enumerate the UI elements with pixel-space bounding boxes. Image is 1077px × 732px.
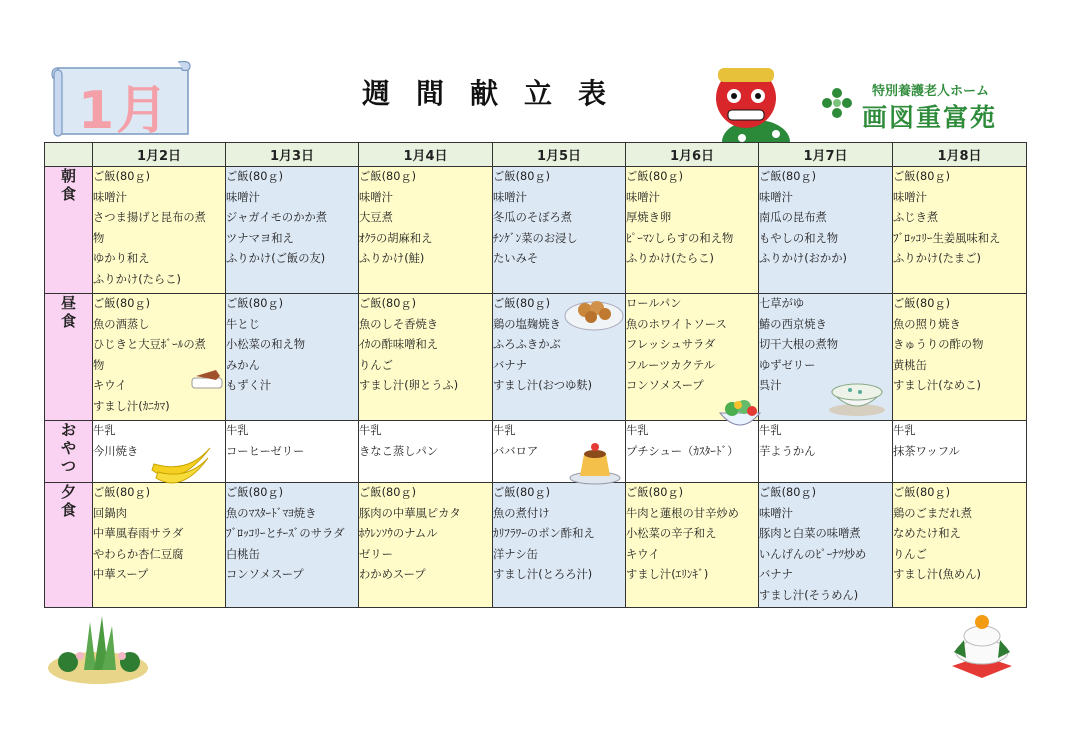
- menu-item: ご飯(80ｇ): [626, 486, 684, 499]
- menu-item: ご飯(80ｇ): [626, 170, 684, 183]
- menu-item: ｵｸﾗの胡麻和え: [359, 231, 433, 245]
- meal-label: [45, 294, 93, 421]
- grilled-fish-icon: [190, 362, 224, 392]
- menu-item: 七草がゆ: [759, 297, 805, 310]
- menu-item: コンソメスープ: [226, 568, 304, 581]
- menu-item: きなこ蒸しパン: [359, 444, 439, 458]
- menu-cell: [359, 483, 493, 608]
- menu-cell: [493, 483, 626, 608]
- menu-item: ふじき煮: [893, 211, 939, 224]
- menu-item: やわらか杏仁豆腐: [93, 547, 184, 561]
- menu-item: 味噌汁: [626, 190, 660, 204]
- menu-item: 魚のしそ香焼き: [359, 317, 439, 331]
- menu-item: 切干大根の煮物: [759, 338, 839, 351]
- meal-row: [45, 167, 1027, 294]
- menu-cell: [626, 167, 759, 294]
- menu-item: 中華スープ: [93, 568, 149, 581]
- menu-item: ジャガイモのかか煮: [226, 211, 328, 224]
- menu-item: ふりかけ(鮭): [359, 252, 425, 265]
- header-corner: [45, 143, 93, 167]
- menu-cell: [93, 167, 226, 294]
- menu-item: ふりかけ(たらこ): [626, 252, 714, 265]
- meal-row: [45, 483, 1027, 608]
- menu-cell: [893, 421, 1027, 483]
- menu-item: 鶏の塩麹焼き: [493, 317, 561, 331]
- menu-item: 味噌汁: [359, 190, 393, 204]
- menu-item: 大豆煮: [359, 211, 393, 224]
- menu-item: 牛乳: [226, 424, 249, 437]
- menu-item: ﾋﾟｰﾏﾝしらすの和え物: [626, 231, 734, 245]
- menu-item: 味噌汁: [759, 190, 793, 204]
- menu-item: ふりかけ(たまご): [893, 252, 981, 265]
- menu-item: 黄桃缶: [893, 358, 927, 372]
- menu-item: 味噌汁: [893, 190, 927, 204]
- menu-item: 中華風春雨サラダ: [93, 527, 184, 540]
- meal-label-text: おやつ: [60, 421, 76, 475]
- date-header: 1月5日: [493, 143, 626, 167]
- menu-item: フレッシュサラダ: [626, 338, 716, 351]
- date-header: 1月3日: [226, 143, 359, 167]
- menu-item: プチシュー（ｶｽﾀｰﾄﾞ）: [626, 444, 739, 458]
- menu-item: 牛乳: [93, 424, 116, 437]
- menu-cell: [93, 294, 226, 421]
- menu-item: 牛肉と蓮根の甘辛炒め: [626, 506, 739, 520]
- menu-item: ﾌﾞﾛｯｺﾘｰとﾁｰｽﾞのサラダ: [226, 527, 345, 540]
- menu-cell: [226, 294, 359, 421]
- menu-item: ふりかけ(ご飯の友): [226, 252, 326, 265]
- banana-icon: [148, 440, 214, 488]
- menu-cell: [493, 167, 626, 294]
- menu-item: いんげんのﾋﾟｰﾅﾂ炒め: [759, 547, 867, 561]
- menu-item: わかめスープ: [359, 568, 426, 581]
- menu-item: 南瓜の昆布煮: [759, 211, 827, 224]
- date-header: 1月4日: [359, 143, 493, 167]
- menu-item: ふろふきかぶ: [493, 338, 561, 351]
- menu-item: コーヒーゼリー: [226, 444, 305, 458]
- menu-item: ふりかけ(おかか): [759, 252, 847, 265]
- menu-item: なめたけ和え: [893, 527, 961, 540]
- menu-item: すまし汁(おつゆ麩): [493, 379, 593, 392]
- meal-label: [45, 483, 93, 608]
- meal-label-text: 夕食: [60, 483, 76, 519]
- menu-item: 魚の照り焼き: [893, 317, 961, 331]
- facility-subtitle: 特別養護老人ホーム: [872, 84, 990, 99]
- menu-item: すまし汁(ｴﾘﾝｷﾞ): [626, 568, 709, 581]
- menu-item: ロールパン: [626, 297, 682, 310]
- menu-item: ご飯(80ｇ): [93, 170, 151, 183]
- menu-item: ご飯(80ｇ): [493, 297, 551, 310]
- menu-item: ご飯(80ｇ): [893, 486, 951, 499]
- menu-item: ご飯(80ｇ): [359, 297, 417, 310]
- pudding-icon: [568, 440, 622, 486]
- menu-item: 小松菜の辛子和え: [626, 527, 717, 540]
- menu-item: 回鍋肉: [93, 506, 127, 520]
- date-header-row: [45, 143, 1027, 167]
- menu-item: ご飯(80ｇ): [893, 297, 951, 310]
- menu-item: フルーツカクテル: [626, 358, 715, 372]
- menu-item: 魚のﾏｽﾀｰﾄﾞﾏﾖ焼き: [226, 506, 317, 520]
- menu-item: 物: [93, 358, 105, 372]
- date-header: 1月8日: [893, 143, 1027, 167]
- menu-item: 牛乳: [493, 424, 516, 437]
- menu-item: きゅうりの酢の物: [893, 338, 984, 351]
- menu-item: 小松菜の和え物: [226, 338, 306, 351]
- menu-item: さつま揚げと昆布の煮: [93, 211, 206, 224]
- meal-label: [45, 421, 93, 483]
- menu-item: 味噌汁: [226, 190, 260, 204]
- menu-item: ゆずゼリー: [759, 358, 816, 372]
- menu-item: 呉汁: [759, 379, 782, 392]
- menu-item: キウイ: [626, 547, 660, 561]
- page-title: 週間献立表: [362, 77, 633, 110]
- menu-item: ご飯(80ｇ): [226, 486, 284, 499]
- menu-item: ご飯(80ｇ): [359, 486, 417, 499]
- menu-item: ふりかけ(たらこ): [93, 272, 181, 286]
- meal-label: [45, 167, 93, 294]
- menu-item: 豚肉と白菜の味噌煮: [759, 527, 861, 540]
- menu-cell: [359, 421, 493, 483]
- menu-item: ご飯(80ｇ): [759, 486, 817, 499]
- menu-item: すまし汁(魚めん): [893, 568, 981, 581]
- menu-cell: [226, 167, 359, 294]
- menu-item: バナナ: [493, 358, 527, 372]
- menu-cell: [759, 421, 893, 483]
- karaage-plate-icon: [563, 290, 625, 332]
- salad-bowl-icon: [716, 393, 764, 433]
- menu-cell: [893, 483, 1027, 608]
- menu-item: ご飯(80ｇ): [493, 170, 551, 183]
- menu-cell: [626, 483, 759, 608]
- menu-item: 味噌汁: [759, 506, 793, 520]
- menu-cell: [893, 294, 1027, 421]
- menu-item: すまし汁(卵とうふ): [359, 379, 459, 392]
- menu-cell: [359, 294, 493, 421]
- porridge-bowl-icon: [826, 370, 888, 418]
- menu-item: ご飯(80ｇ): [226, 170, 284, 183]
- menu-cell: [359, 167, 493, 294]
- menu-item: 魚の煮付け: [493, 506, 550, 520]
- menu-item: ひじきと大豆ﾎﾞｰﾙの煮: [93, 338, 206, 351]
- menu-item: ツナマヨ和え: [226, 231, 294, 245]
- menu-item: すまし汁(とろろ汁): [493, 568, 593, 581]
- menu-item: 牛乳: [893, 424, 916, 437]
- menu-cell: [759, 483, 893, 608]
- menu-item: たいみそ: [493, 252, 539, 265]
- menu-item: 鶏のごまだれ煮: [893, 506, 973, 520]
- menu-item: ご飯(80ｇ): [226, 297, 284, 310]
- menu-cell: [226, 483, 359, 608]
- menu-item: 白桃缶: [226, 547, 260, 561]
- menu-item: 鰆の西京焼き: [759, 317, 827, 331]
- menu-item: ゆかり和え: [93, 252, 150, 265]
- date-header: 1月7日: [759, 143, 893, 167]
- kadomatsu-decoration: [44, 612, 152, 686]
- date-header: 1月2日: [93, 143, 226, 167]
- menu-item: ﾁﾝｹﾞﾝ菜のお浸し: [493, 231, 578, 245]
- menu-item: 牛乳: [359, 424, 382, 437]
- menu-cell: [759, 167, 893, 294]
- menu-item: みかん: [226, 358, 260, 372]
- menu-cell: [93, 483, 226, 608]
- menu-item: 牛乳: [626, 424, 649, 437]
- facility-name: 画図重富苑: [862, 103, 998, 132]
- menu-item: 物: [93, 231, 105, 245]
- kagami-mochi-decoration: [946, 604, 1018, 680]
- menu-item: ﾎｳﾚﾝｿｳのナムル: [359, 527, 438, 540]
- menu-item: 魚のホワイトソース: [626, 317, 727, 331]
- menu-item: ご飯(80ｇ): [493, 486, 551, 499]
- menu-item: すまし汁(なめこ): [893, 379, 981, 392]
- menu-item: ゼリー: [359, 547, 393, 561]
- menu-item: ババロア: [493, 444, 539, 458]
- facility-logo-icon: [818, 84, 856, 122]
- menu-cell: [893, 167, 1027, 294]
- menu-item: 豚肉の中華風ピカタ: [359, 506, 461, 520]
- menu-item: キウイ: [93, 379, 127, 392]
- menu-item: ご飯(80ｇ): [893, 170, 951, 183]
- menu-item: ご飯(80ｇ): [359, 170, 417, 183]
- menu-item: 味噌汁: [493, 190, 527, 204]
- menu-item: 洋ナシ缶: [493, 547, 538, 561]
- meal-label-text: 朝食: [60, 167, 76, 203]
- menu-item: ご飯(80ｇ): [759, 170, 817, 183]
- menu-item: もずく汁: [226, 379, 272, 392]
- month-label: 1月: [78, 81, 171, 141]
- menu-item: りんご: [893, 547, 927, 561]
- menu-item: ご飯(80ｇ): [93, 486, 151, 499]
- menu-item: 味噌汁: [93, 190, 127, 204]
- menu-item: すまし汁(そうめん): [759, 588, 859, 602]
- menu-item: ﾌﾞﾛｯｺﾘｰ生姜風味和え: [893, 231, 1001, 245]
- menu-item: ｶﾘﾌﾗﾜｰのポン酢和え: [493, 527, 595, 540]
- menu-item: すまし汁(ｶﾆｶﾏ): [93, 399, 170, 413]
- menu-item: 厚焼き卵: [626, 211, 672, 224]
- menu-item: 牛とじ: [226, 317, 260, 331]
- date-header: 1月6日: [626, 143, 759, 167]
- menu-item: ｲｶの酢味噌和え: [359, 338, 439, 351]
- menu-item: 牛乳: [759, 424, 782, 437]
- menu-item: りんご: [359, 358, 393, 372]
- menu-item: 冬瓜のそぼろ煮: [493, 211, 573, 224]
- menu-item: コンソメスープ: [626, 379, 704, 392]
- meal-label-text: 昼食: [60, 294, 76, 330]
- menu-item: ご飯(80ｇ): [93, 297, 151, 310]
- menu-item: バナナ: [759, 568, 793, 581]
- menu-item: もやしの和え物: [759, 231, 839, 245]
- menu-item: 今川焼き: [93, 444, 139, 458]
- menu-cell: [226, 421, 359, 483]
- menu-item: 芋ようかん: [759, 444, 816, 458]
- menu-item: 抹茶ワッフル: [893, 444, 960, 458]
- menu-item: 魚の酒蒸し: [93, 317, 150, 331]
